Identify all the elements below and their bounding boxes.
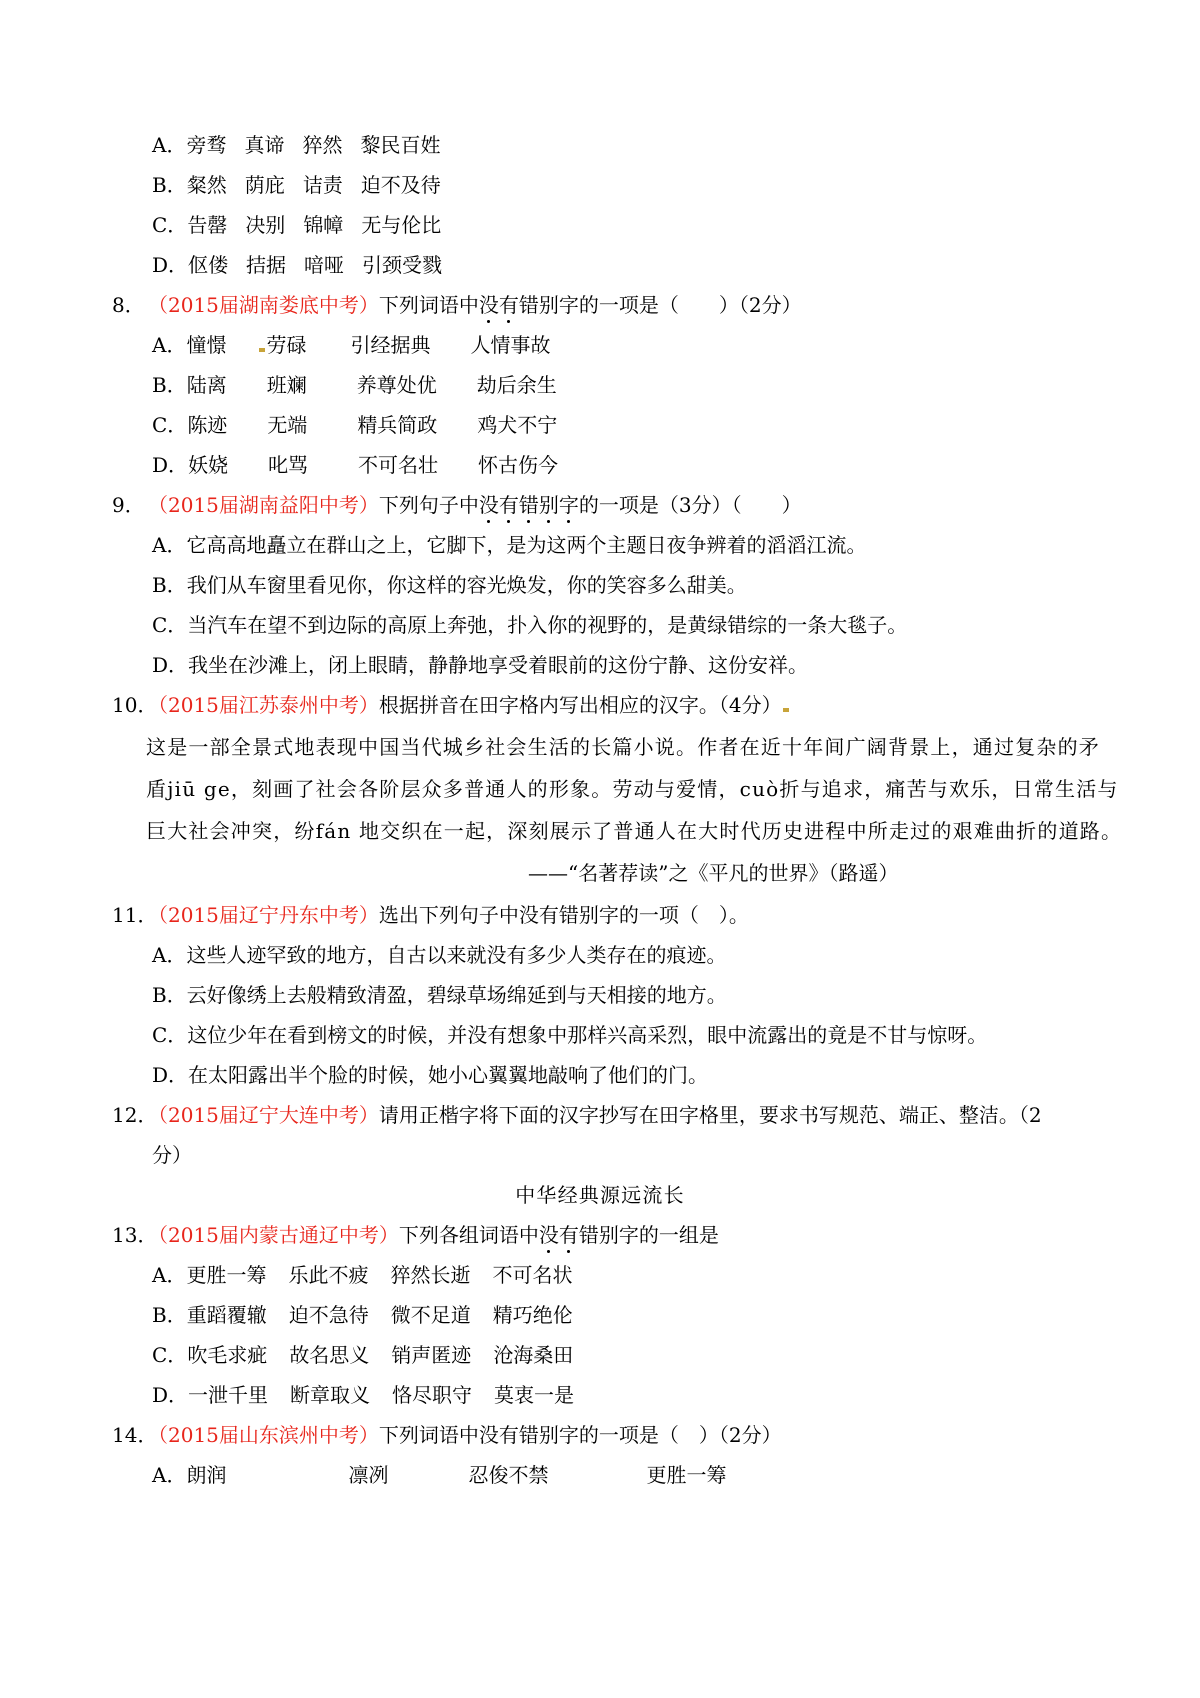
emphasis-dot-char: 别	[538, 493, 559, 517]
q11-option-a: A．这些人迹罕致的地方，自古以来就没有多少人类存在的痕迹。	[152, 943, 727, 967]
q9-option-b: B．我们从车窗里看见你，你这样的容光焕发，你的笑容多么甜美。	[152, 573, 747, 597]
q7-option-a: A．旁骛 真谛 猝然 黎民百姓	[152, 133, 441, 157]
q9-option-a: A．它高高地矗立在群山之上，它脚下，是为这两个主题日夜争辨着的滔滔江流。	[152, 533, 867, 557]
highlight-mark	[259, 348, 265, 352]
q11-option-d: D．在太阳露出半个脸的时候，她小心翼翼地敲响了他们的门。	[152, 1063, 709, 1087]
question-source: （2015届湖南娄底中考）	[148, 293, 379, 317]
q9-option-d: D．我坐在沙滩上，闭上眼睛，静静地享受着眼前的这份宁静、这份安祥。	[152, 653, 809, 677]
q9-option-c: C．当汽车在望不到边际的高原上奔弛，扑入你的视野的，是黄绿错综的一条大毯子。	[152, 613, 908, 637]
copy-text: 中华经典源远流长	[515, 1183, 685, 1207]
passage-line: 盾jiū ge，刻画了社会各阶层众多普通人的形象。劳动与爱情，cuò折与追求，痛苦与欢乐，日常生活与	[146, 777, 1119, 801]
question-12-stem-cont: 分）	[152, 1143, 192, 1167]
emphasis-dot-char: 字	[558, 493, 579, 517]
q14-option-a: A．朗润 凛冽 忍俊不禁 更胜一筹	[152, 1463, 727, 1487]
q7-option-d: D．伛偻 拮据 喑哑 引颈受戮	[152, 253, 443, 277]
emphasis-dot-char: 没	[478, 493, 499, 517]
question-source: （2015届辽宁大连中考）	[148, 1103, 379, 1127]
passage-line: 这是一部全景式地表现中国当代城乡社会生活的长篇小说。作者在近十年间广阔背景上，通过复杂的矛	[146, 735, 1100, 759]
emphasis-dot-char: 有	[498, 293, 519, 317]
emphasis-dot-char: 没	[478, 293, 499, 317]
q13-option-a: A．更胜一筹 乐此不疲 猝然长逝 不可名状	[152, 1263, 573, 1287]
q13-option-d: D．一泄千里 断章取义 恪尽职守 莫衷一是	[152, 1383, 575, 1407]
q7-option-b: B．粲然 荫庇 诘责 迫不及待	[152, 173, 441, 197]
emphasis-dot-char: 有	[558, 1223, 579, 1247]
question-source: （2015届湖南益阳中考）	[148, 493, 379, 517]
q13-option-c: C．吹毛求疵 故名思义 销声匿迹 沧海桑田	[152, 1343, 574, 1367]
highlight-mark	[783, 708, 789, 712]
q8-option-a: A．憧憬 劳碌 引经据典 人情事故	[152, 333, 551, 357]
question-source: （2015届内蒙古通辽中考）	[148, 1223, 399, 1247]
q8-option-c: C．陈迹 无端 精兵简政 鸡犬不宁	[152, 413, 558, 437]
q11-option-b: B．云好像绣上去般精致清盈，碧绿草场绵延到与天相接的地方。	[152, 983, 727, 1007]
emphasis-dot-char: 错	[518, 493, 539, 517]
question-source: （2015届辽宁丹东中考）	[148, 903, 379, 927]
emphasis-dots	[479, 293, 519, 317]
emphasis-dots	[479, 493, 579, 517]
q8-option-d: D．妖娆 叱骂 不可名壮 怀古伤今	[152, 453, 559, 477]
emphasis-dot-char: 有	[498, 493, 519, 517]
q11-option-c: C．这位少年在看到榜文的时候，并没有想象中那样兴高采烈，眼中流露出的竟是不甘与惊呀。	[152, 1023, 988, 1047]
emphasis-dot-char: 没	[538, 1223, 559, 1247]
q8-option-b: B．陆离 班斓 养尊处优 劫后余生	[152, 373, 557, 397]
question-source: （2015届江苏泰州中考）	[148, 693, 379, 717]
passage-line: 巨大社会冲突，纷fán 地交织在一起，深刻展示了普通人在大时代历史进程中所走过的艰难曲折的道路。	[146, 819, 1123, 843]
q7-option-c: C．告罄 决别 锦幛 无与伦比	[152, 213, 442, 237]
q13-option-b: B．重蹈覆辙 迫不急待 微不足道 精巧绝伦	[152, 1303, 573, 1327]
question-source: （2015届山东滨州中考）	[148, 1423, 379, 1447]
emphasis-dots	[539, 1223, 579, 1247]
